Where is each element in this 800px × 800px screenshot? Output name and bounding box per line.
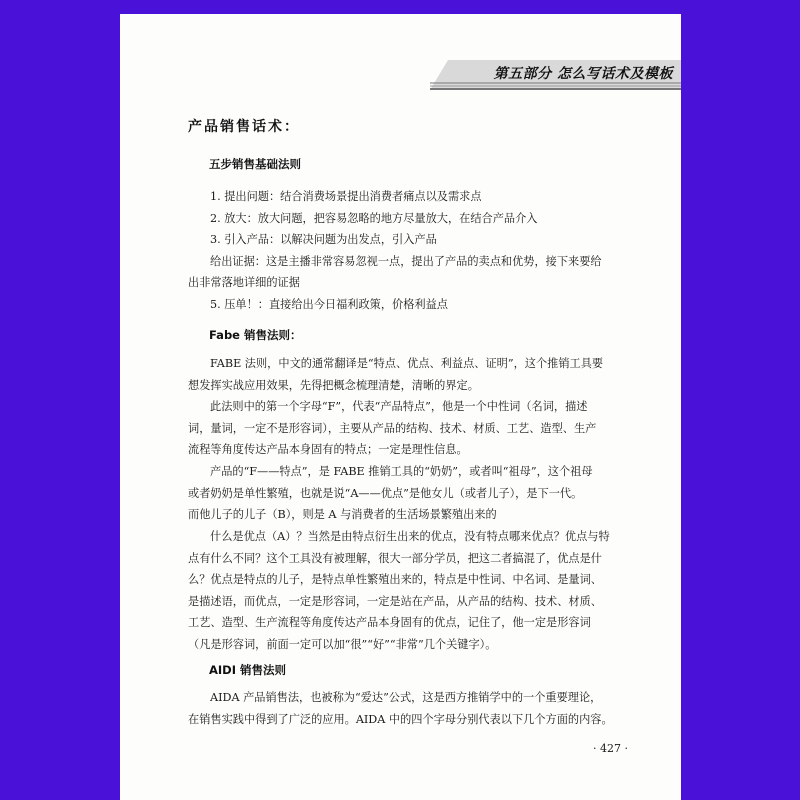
paragraph-line: （凡是形容词，前面一定可以加“很”“好”“非常”几个关键字）。 xyxy=(188,637,497,651)
fabe-paragraph-2 xyxy=(188,396,628,461)
paragraph-line: 而他儿子的儿子（B），则是 A 与消费者的生活场景繁殖出来的 xyxy=(188,508,497,521)
paragraph-line: 此法则中的第一个字母“F”，代表“产品特点”，他是一个中性词（名词，描述 xyxy=(210,400,588,413)
paragraph-line: 产品的“F——特点”，是 FABE 推销工具的“奶奶”，或者叫“祖母”，这个祖母 xyxy=(210,465,593,478)
aidi-paragraph-1 xyxy=(188,687,628,730)
fabe-paragraph-1 xyxy=(188,353,628,396)
page-number: · 427 · xyxy=(593,742,628,755)
paragraph-line: AIDA 产品销售法，也被称为“爱达”公式，这是西方推销学中的一个重要理论， xyxy=(210,691,602,704)
section-heading-fabe: Fabe 销售法则： xyxy=(209,328,302,342)
paragraph-line: 什么是优点（A）？当然是由特点衍生出来的优点，没有特点哪来优点？优点与特 xyxy=(210,530,610,543)
fabe-paragraph-3 xyxy=(188,461,628,526)
list-item: 出非常落地详细的证据 xyxy=(188,276,300,289)
paragraph-line: FABE 法则，中文的通常翻译是“特点、优点、利益点、证明”，这个推销工具要 xyxy=(210,357,604,370)
fabe-paragraph-4 xyxy=(188,526,628,655)
page-title: 产品销售话术： xyxy=(188,119,300,135)
paragraph-line: 么？优点是特点的儿子，是特点单性繁殖出来的，特点是中性词、中名词、是量词、 xyxy=(188,573,602,586)
chapter-header xyxy=(430,60,681,94)
paragraph-line: 流程等角度传达产品本身固有的特点；一定是理性信息。 xyxy=(188,443,468,456)
paragraph-line: 点有什么不同？这个工具没有被理解，很大一部分学员，把这二者搞混了，优点是什 xyxy=(188,551,602,565)
book-page xyxy=(120,14,681,800)
list-item: 5. 压单！：直接给出今日福利政策，价格利益点 xyxy=(210,297,448,311)
section-heading-five-steps: 五步销售基础法则 xyxy=(209,157,301,171)
chapter-title: 第五部分 怎么写话术及模板 xyxy=(493,66,673,82)
paragraph-line: 或者奶奶是单性繁殖，也就是说“A——优点”是他女儿（或者儿子），是下一代。 xyxy=(188,486,583,500)
paragraph-line: 词，量词，一定不是形容词），主要从产品的结构、技术、材质、工艺、造型、生产 xyxy=(188,421,597,435)
paragraph-line: 是描述语，而优点，一定是形容词，一定是站在产品，从产品的结构、技术、材质、 xyxy=(188,594,602,608)
paragraph-line: 在销售实践中得到了广泛的应用。AIDA 中的四个字母分别代表以下几个方面的内容。 xyxy=(188,712,613,726)
section-heading-aidi: AIDI 销售法则 xyxy=(209,663,287,677)
list-item: 3. 引入产品：以解决问题为出发点，引入产品 xyxy=(210,233,437,246)
list-item: 给出证据：这是主播非常容易忽视一点，提出了产品的卖点和优势，接下来要给 xyxy=(210,254,602,268)
paragraph-line: 想发挥实战应用效果，先得把概念梳理清楚，清晰的界定。 xyxy=(188,378,479,392)
list-item: 1. 提出问题：结合消费场景提出消费者痛点以及需求点 xyxy=(210,190,482,203)
list-item: 2. 放大：放大问题，把容易忽略的地方尽量放大，在结合产品介入 xyxy=(210,211,538,225)
paragraph-line: 工艺、造型、生产流程等角度传达产品本身固有的优点，记住了，他一定是形容词 xyxy=(188,616,591,629)
five-steps-list xyxy=(188,186,628,315)
